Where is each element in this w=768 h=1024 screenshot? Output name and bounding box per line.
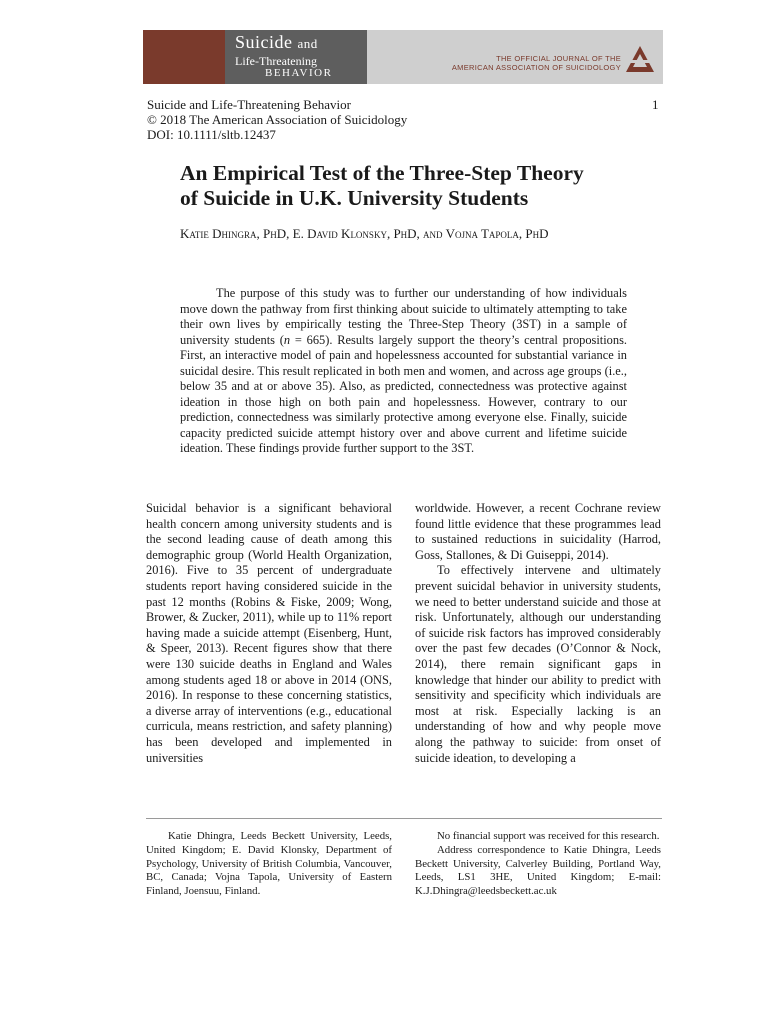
brand-line3: BEHAVIOR (265, 67, 333, 79)
brand-line1: Suicide (235, 32, 293, 52)
footnote-funding-correspondence (415, 830, 661, 899)
brand-line2: Life-Threatening (235, 54, 317, 68)
author-list: Katie Dhingra, PhD, E. David Klonsky, PhD, and Vojna Tapola, PhD (180, 226, 549, 241)
journal-name: Suicide and Life-Threatening Behavior (147, 97, 351, 112)
title-line1: An Empirical Test of the Three-Step Theory (180, 161, 584, 185)
footnote-divider (146, 818, 662, 819)
aas-logo-icon (625, 45, 655, 73)
abstract-text-part2: = 665). Results largely support the theory’s central propositions. First, an interactive model of pain and hopelessness accounted for substantial variance in suicidal desire. This result replicated in both men and women, and across age groups (i.e., below 35 and at or above 35). Also, as predicted, connectedness was protective against ideation in those high on both pain and hopelessness. However, contrary to our prediction, connectedness was similarly protective among everyone else. Finally, suicide capacity predicted suicide attempt history over and above current and lifetime suicide ideation. These findings provide further support to the 3ST. (180, 332, 627, 455)
header-color-block (143, 30, 225, 84)
abstract (180, 286, 627, 457)
article-title (180, 161, 650, 211)
doi-line: DOI: 10.1111/sltb.12437 (147, 127, 276, 142)
journal-header-banner (143, 30, 663, 84)
body-paragraph: worldwide. However, a recent Cochrane review found little evidence that these programmes lead to sustained reductions in suicidality (Harrod, Goss, Stallones, & Di Guiseppi, 2014). (415, 501, 661, 562)
abstract-n-symbol: n (283, 332, 291, 347)
article-metadata (147, 97, 407, 142)
footnote-affiliations (146, 830, 392, 899)
journal-line2: AMERICAN ASSOCIATION OF SUICIDOLOGY (451, 63, 621, 72)
title-line2: of Suicide in U.K. University Students (180, 186, 529, 210)
page-number: 1 (652, 97, 659, 112)
affiliations-text: Katie Dhingra, Leeds Beckett University, Leeds, United Kingdom; E. David Klonsky, Department of Psychology, University of British Columbia, Vancouver, BC, Canada; Vojna Tapola, University of Eastern Finland, Joensuu, Finland. (146, 830, 392, 898)
brand-line1-and: and (297, 36, 318, 51)
journal-line1: THE OFFICIAL JOURNAL OF THE (496, 54, 621, 63)
correspondence-note: Address correspondence to Katie Dhingra, Leeds Beckett University, Calverley Building, Portland Way, Leeds, LS1 3HE, United Kingdom; E-mail: K.J.Dhingra@leedsbeckett.ac.uk (415, 843, 661, 898)
copyright-line: © 2018 The American Association of Suicidology (147, 112, 408, 127)
journal-brand-title (225, 30, 367, 84)
body-paragraph: To effectively intervene and ultimately prevent suicidal behavior in university students, we need to better understand suicide and those at risk. Unfortunately, although our understanding of suicide risk factors has improved considerably over the past few decades (O’Connor & Nock, 2014), there remain significant gaps in knowledge that hinder our ability to predict with sensitivity and specificity which individuals are most at risk. Especially lacking is an understanding of how and why people move along the pathway to suicide: from onset of suicide ideation, to developing a (415, 563, 661, 765)
official-journal-text (421, 54, 621, 72)
body-paragraph: Suicidal behavior is a significant behavioral health concern among university students and is the second leading cause of death among this demographic group (World Health Organization, 2016). Five to 35 percent of undergraduate students report having considered suicide in the past 12 months (Robins & Fiske, 2009; Wong, Brower, & Zucker, 2011), while up to 11% report having made a suicide attempt (Eisenberg, Hunt, & Speer, 2013). Recent figures show that there were 130 suicide deaths in England and Wales among students aged 18 or above in 2014 (ONS, 2016). In response to these concerning statistics, a diverse array of interventions (e.g., educational curricula, means restriction, and safety planning) has been developed and implemented in universities (146, 501, 392, 765)
body-column-left (146, 501, 392, 766)
abstract-text-part1: The purpose of this study was to further our understanding of how individuals move down the pathway from first thinking about suicide to ultimately attempting to take their own lives by empirically testing the Three-Step Theory (3ST) in a sample of university students ( (180, 286, 627, 347)
body-column-right (415, 501, 661, 766)
funding-note: No financial support was received for this research. (437, 830, 660, 842)
